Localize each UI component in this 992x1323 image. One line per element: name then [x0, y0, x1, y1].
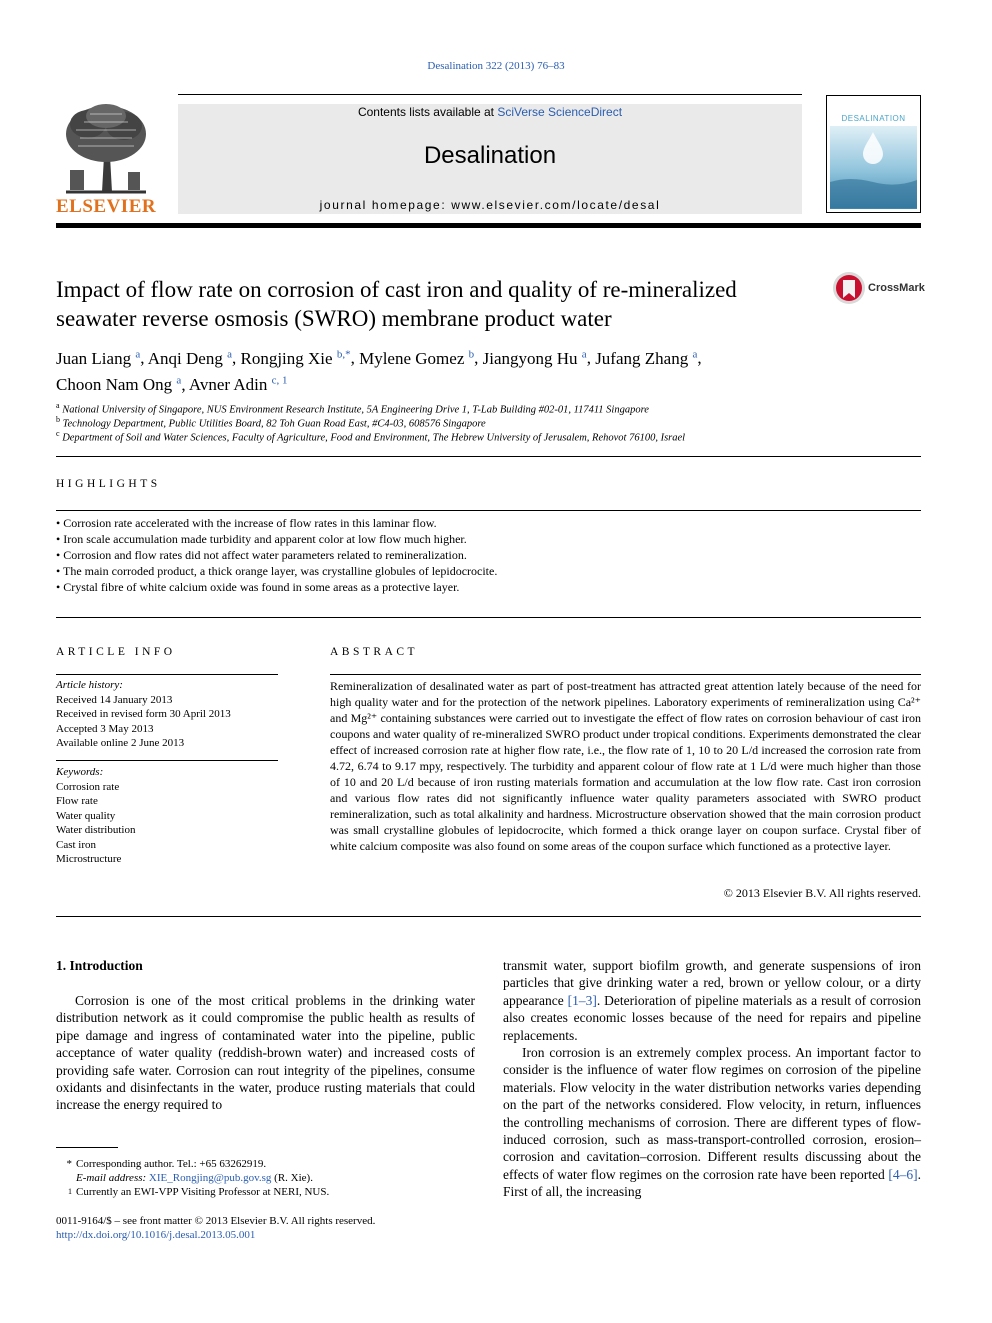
article-info-rule: [56, 674, 278, 675]
abstract-copyright: © 2013 Elsevier B.V. All rights reserved.: [723, 886, 921, 900]
journal-cover-thumbnail[interactable]: [826, 95, 921, 213]
keyword-item: Water quality: [56, 809, 116, 822]
author-rongjing-xie[interactable]: Rongjing Xie $^{b,*}$: [240, 348, 351, 368]
affiliation-rule: [56, 456, 921, 457]
intro-paragraph-2: transmit water, support biofilm growth, and generate suspensions of iron particles that give drinking water a red, brown or yellow colour, or a dirty appearance [1–3]. Deterioration of pipeline materials as a result of corrosion also creates economic losses because of the need for repairs and pipeline replacements.: [503, 958, 921, 1043]
water-drop-icon: [830, 126, 917, 208]
highlight-item: • The main corroded product, a thick orange layer, was crystalline globules of lepidocrocite.: [56, 564, 498, 578]
affiliation-b: $^b$ Technology Department, Public Utilities Board, 82 Toh Guan Road East, #C4-03, 608576 Singapore: [56, 415, 486, 430]
abstract-heading: ABSTRACT: [330, 646, 419, 658]
author-avner-adin[interactable]: Avner Adin $^{c, 1}$: [188, 374, 288, 395]
article-info-heading: ARTICLE INFO: [56, 646, 176, 658]
crossmark-label: CrossMark: [868, 282, 925, 294]
footnote-1: 1 Currently an EWI-VPP Visiting Professor at NERI, NUS.: [68, 1186, 330, 1198]
keywords-label: Keywords:: [56, 766, 104, 778]
history-received: Received 14 January 2013: [56, 693, 173, 706]
author-jiangyong-hu[interactable]: Jiangyong Hu $^a$: [482, 348, 587, 368]
keyword-item: Cast iron: [56, 838, 97, 851]
highlight-item: • Iron scale accumulation made turbidity and apparent color at low flow much higher.: [56, 532, 467, 546]
article-title: Impact of flow rate on corrosion of cast iron and quality of re-mineralized seawater reverse osmosis (SWRO) membrane product water: [56, 277, 737, 331]
intro-paragraph-3: Iron corrosion is an extremely complex process. An important factor to consider is the influence of water flow regimes on corrosion of the pipeline materials. Flow velocity in the water distribution networks varies depending on the part of the networks considered. Flow velocity, in return, influences the controlling mechanisms of corrosion. There are different types of flow-induced corrosion, such as mass-transport-controlled corrosion, erosion–corrosion and cavitation–corrosion. Different results discussing about the effects of water flow regimes on the corrosion rate have been reported [4–6]. First of all, the increasing: [503, 1045, 921, 1200]
cover-title: DESALINATION: [841, 114, 906, 123]
cover-image: [830, 126, 917, 209]
footnote-email: E-mail address: XIE_Rongjing@pub.gov.sg (R. Xie).: [76, 1172, 313, 1184]
highlights-bottom-rule: [56, 617, 921, 618]
keyword-item: Corrosion rate: [56, 780, 120, 793]
highlight-item: • Corrosion rate accelerated with the increase of flow rates in this laminar flow.: [56, 516, 437, 530]
keyword-item: Microstructure: [56, 853, 122, 865]
journal-name: Desalination: [423, 142, 557, 169]
author-mylene-gomez[interactable]: Mylene Gomez $^b$: [359, 348, 475, 368]
elsevier-tree-icon: [56, 100, 156, 196]
highlight-item: • Crystal fibre of white calcium oxide was found in some areas as a protective layer.: [56, 580, 460, 594]
author-anqi-deng[interactable]: Anqi Deng $^a$: [147, 348, 232, 368]
author-list: Juan Liang $^a$, Anqi Deng $^a$, Rongjing Xie $^{b,*}$, Mylene Gomez $^b$, Jiangyong Hu $^a$, Jufang Zhang $^a$, Choon Nam Ong $^a$, Avner Adin $^{c, 1}$: [56, 348, 702, 395]
keywords-rule: [56, 760, 278, 761]
intro-right-column: [503, 957, 921, 1201]
keyword-item: Flow rate: [56, 795, 98, 807]
highlights-heading: HIGHLIGHTS: [56, 478, 161, 490]
article-history: [56, 678, 278, 751]
front-matter: 0011-9164/$ – see front matter © 2013 Elsevier B.V. All rights reserved.: [56, 1215, 376, 1227]
journal-reference-link[interactable]: Desalination 322 (2013) 76–83: [427, 60, 565, 72]
crossmark-badge[interactable]: [832, 271, 924, 307]
keywords: [56, 765, 278, 867]
header-bottom-rule: [56, 223, 921, 228]
citation-1-3[interactable]: [1–3]: [567, 992, 597, 1008]
email-link[interactable]: XIE_Rongjing@pub.gov.sg: [148, 1172, 272, 1184]
footnote-corresponding: * Corresponding author. Tel.: +65 63262919.: [66, 1158, 267, 1170]
intro-left-column: [56, 992, 475, 1114]
doi-link[interactable]: http://dx.doi.org/10.1016/j.desal.2013.05.001: [56, 1229, 256, 1241]
author-juan-liang[interactable]: Juan Liang $^a$: [56, 348, 141, 368]
abstract-body: [330, 678, 921, 854]
contents-line: [178, 105, 802, 119]
abstract-bottom-rule: [56, 916, 921, 917]
contents-prefix: Contents lists available at: [357, 105, 498, 119]
journal-homepage-link[interactable]: journal homepage: www.elsevier.com/locate/desal: [319, 198, 661, 212]
author-choon-nam-ong[interactable]: Choon Nam Ong $^a$: [56, 374, 182, 395]
affiliation-a: $^a$ National University of Singapore, NUS Environment Research Institute, 5A Engineering Drive 1, T-Lab Building #02-01, 117411 Singapore: [56, 401, 649, 416]
crossmark-icon: [832, 271, 866, 305]
elsevier-logo[interactable]: [56, 100, 156, 218]
abstract-text: Remineralization of desalinated water as part of post-treatment has attracted great attention lately because of the need for high quality water and for the protection of the network pipelines. Laboratory experiments of remineralization using Ca²⁺ and Mg²⁺ containing substances were carried out to investigate the effect of flow rates on corrosion behaviour of cast iron coupons and water quality of re-mineralized SWRO product under tropical conditions. Experiments demonstrated the clear effect of increased corrosion rate at higher flow rate, i.e., the flow rate of 1, 10 to 20 L/d increased the corrosion rate from 4.72, 6.74 to 9.17 mpy, respectively. The turbidity and apparent colour of flow rate at 1 L/d were much higher than those of 10 and 20 L/d because of iron rusting materials formation and accumulation at the low flow rate. Cast iron corrosion and various flow rates did not significantly influence water quality parameters associated with SWRO product remineralization, such as total alkalinity and hardness. Microstructure observation showed that the main corrosion product was small crystalline globules of lepidocrocite, which formed a thick orange layer on coupon surface. Crystal fiber of white calcium composite was also found on some areas of the coupon surface which functioned as a protective layer.: [330, 679, 921, 853]
footnote-rule: [56, 1147, 118, 1148]
history-revised: Received in revised form 30 April 2013: [56, 708, 231, 720]
history-accepted: Accepted 3 May 2013: [56, 722, 154, 735]
intro-paragraph-1: Corrosion is one of the most critical problems in the drinking water distribution network as it could compromise the public health as results of pipe damage and ingress of contaminated water into the pipeline, public acceptance of water quality (reddish-brown water) and increased costs of providing safe water. Corrosion can rout integrity of the pipelines, consume oxidants and disinfectants in the water, produce rusting materials that could increase the energy required to: [56, 993, 475, 1113]
elsevier-wordmark: ELSEVIER: [56, 196, 157, 217]
history-online: Available online 2 June 2013: [56, 737, 185, 749]
affiliation-c: $^c$ Department of Soil and Water Sciences, Faculty of Agriculture, Food and Environment, The Hebrew University of Jerusalem, Rehovot 76100, Israel: [56, 429, 686, 444]
sciencedirect-link[interactable]: SciVerse ScienceDirect: [497, 105, 623, 119]
header-top-rule: [178, 94, 802, 95]
highlights-list: [56, 515, 921, 595]
footnotes: [56, 1157, 475, 1199]
intro-heading: 1. Introduction: [56, 958, 143, 973]
highlights-top-rule: [56, 510, 921, 511]
citation-4-6[interactable]: [4–6]: [888, 1166, 918, 1182]
keyword-item: Water distribution: [56, 824, 136, 836]
abstract-rule: [330, 674, 921, 675]
history-label: Article history:: [56, 679, 123, 691]
highlight-item: • Corrosion and flow rates did not affect water parameters related to remineralization.: [56, 548, 467, 562]
author-jufang-zhang[interactable]: Jufang Zhang $^a$: [595, 348, 698, 368]
